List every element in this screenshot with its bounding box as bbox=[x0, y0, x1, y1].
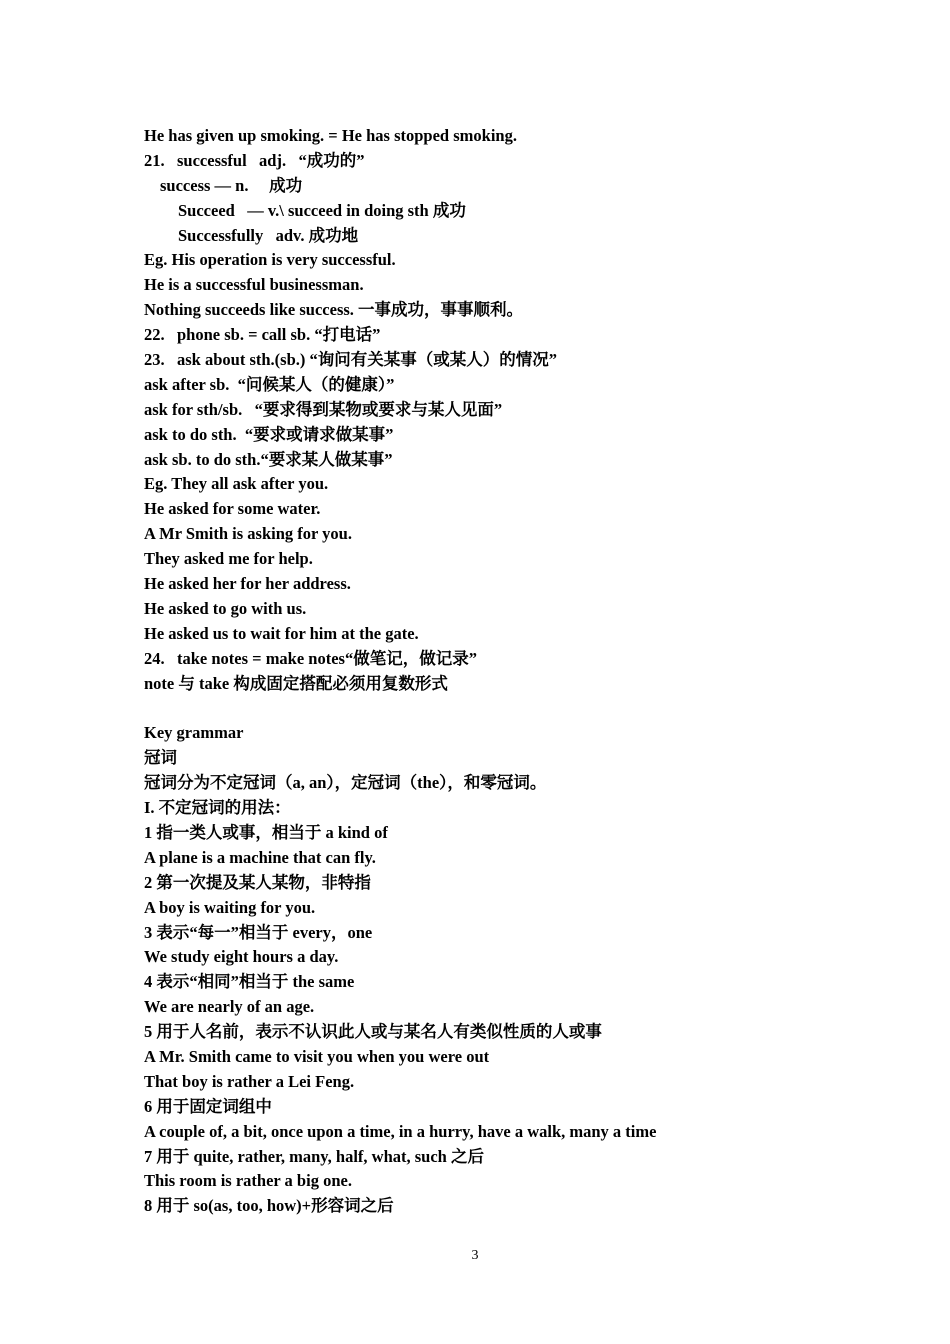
text-line: ask to do sth. “要求或请求做某事” bbox=[144, 424, 394, 444]
text-line: 8 用于 so(as, too, how)+形容词之后 bbox=[144, 1196, 394, 1216]
text-line: 4 表示“相同”相当于 the same bbox=[144, 972, 355, 992]
text-line: A boy is waiting for you. bbox=[144, 897, 316, 917]
text-line: I. 不定冠词的用法： bbox=[144, 798, 291, 818]
text-line: That boy is rather a Lei Feng. bbox=[144, 1071, 355, 1091]
text-line: 5 用于人名前，表示不认识此人或与某名人有类似性质的人或事 bbox=[144, 1022, 602, 1042]
text-line: We study eight hours a day. bbox=[144, 947, 339, 967]
text-line: 7 用于 quite, rather, many, half, what, such 之后 bbox=[144, 1146, 484, 1166]
text-line: success — n. 成功 bbox=[160, 175, 303, 195]
text-line: ask for sth/sb. “要求得到某物或要求与某人见面” bbox=[144, 399, 503, 419]
text-line: 21. successful adj. “成功的” bbox=[144, 150, 365, 170]
section-heading: Key grammar bbox=[144, 723, 244, 743]
blank-line bbox=[144, 696, 824, 721]
text-line: He has given up smoking. = He has stopped smoking. bbox=[144, 126, 517, 145]
text-line: note 与 take 构成固定搭配必须用复数形式 bbox=[144, 673, 448, 693]
section-subheading: 冠词 bbox=[144, 748, 177, 768]
text-line: 22. phone sb. = call sb. “打电话” bbox=[144, 325, 381, 345]
text-line: He asked us to wait for him at the gate. bbox=[144, 623, 419, 643]
text-line: A Mr Smith is asking for you. bbox=[144, 524, 352, 544]
text-line: They asked me for help. bbox=[144, 549, 313, 569]
text-line: A Mr. Smith came to visit you when you were out bbox=[144, 1046, 490, 1066]
text-line: 6 用于固定词组中 bbox=[144, 1096, 272, 1116]
text-line: 3 表示“每一”相当于 every，one bbox=[144, 922, 373, 942]
text-line: We are nearly of an age. bbox=[144, 997, 315, 1017]
text-line: Eg. They all ask after you. bbox=[144, 474, 329, 494]
text-line: 冠词分为不定冠词（a, an），定冠词（the），和零冠词。 bbox=[144, 773, 547, 793]
text-line: He is a successful businessman. bbox=[144, 275, 364, 295]
text-line: 23. ask about sth.(sb.) “询问有关某事（或某人）的情况” bbox=[144, 350, 557, 370]
text-line: Nothing succeeds like success. 一事成功，事事顺利。 bbox=[144, 300, 524, 320]
text-line: ask sb. to do sth.“要求某人做某事” bbox=[144, 449, 393, 469]
text-line: ask after sb. “问候某人（的健康）” bbox=[144, 374, 395, 394]
page-number: 3 bbox=[471, 1248, 479, 1263]
text-line: Succeed — v.\ succeed in doing sth 成功 bbox=[178, 200, 466, 220]
text-line: 2 第一次提及某人某物，非特指 bbox=[144, 872, 371, 892]
text-line: He asked for some water. bbox=[144, 499, 321, 519]
text-line: Eg. His operation is very successful. bbox=[144, 250, 396, 270]
text-line: Successfully adv. 成功地 bbox=[178, 225, 359, 245]
text-line: A couple of, a bit, once upon a time, in a hurry, have a walk, many a time bbox=[144, 1121, 657, 1141]
text-line: He asked to go with us. bbox=[144, 598, 307, 618]
document-body bbox=[144, 124, 824, 1219]
text-line: 24. take notes = make notes“做笔记，做记录” bbox=[144, 648, 477, 668]
text-line: 1 指一类人或事，相当于 a kind of bbox=[144, 822, 388, 842]
text-line: A plane is a machine that can fly. bbox=[144, 847, 376, 867]
text-line: This room is rather a big one. bbox=[144, 1171, 352, 1191]
text-line: He asked her for her address. bbox=[144, 574, 351, 594]
